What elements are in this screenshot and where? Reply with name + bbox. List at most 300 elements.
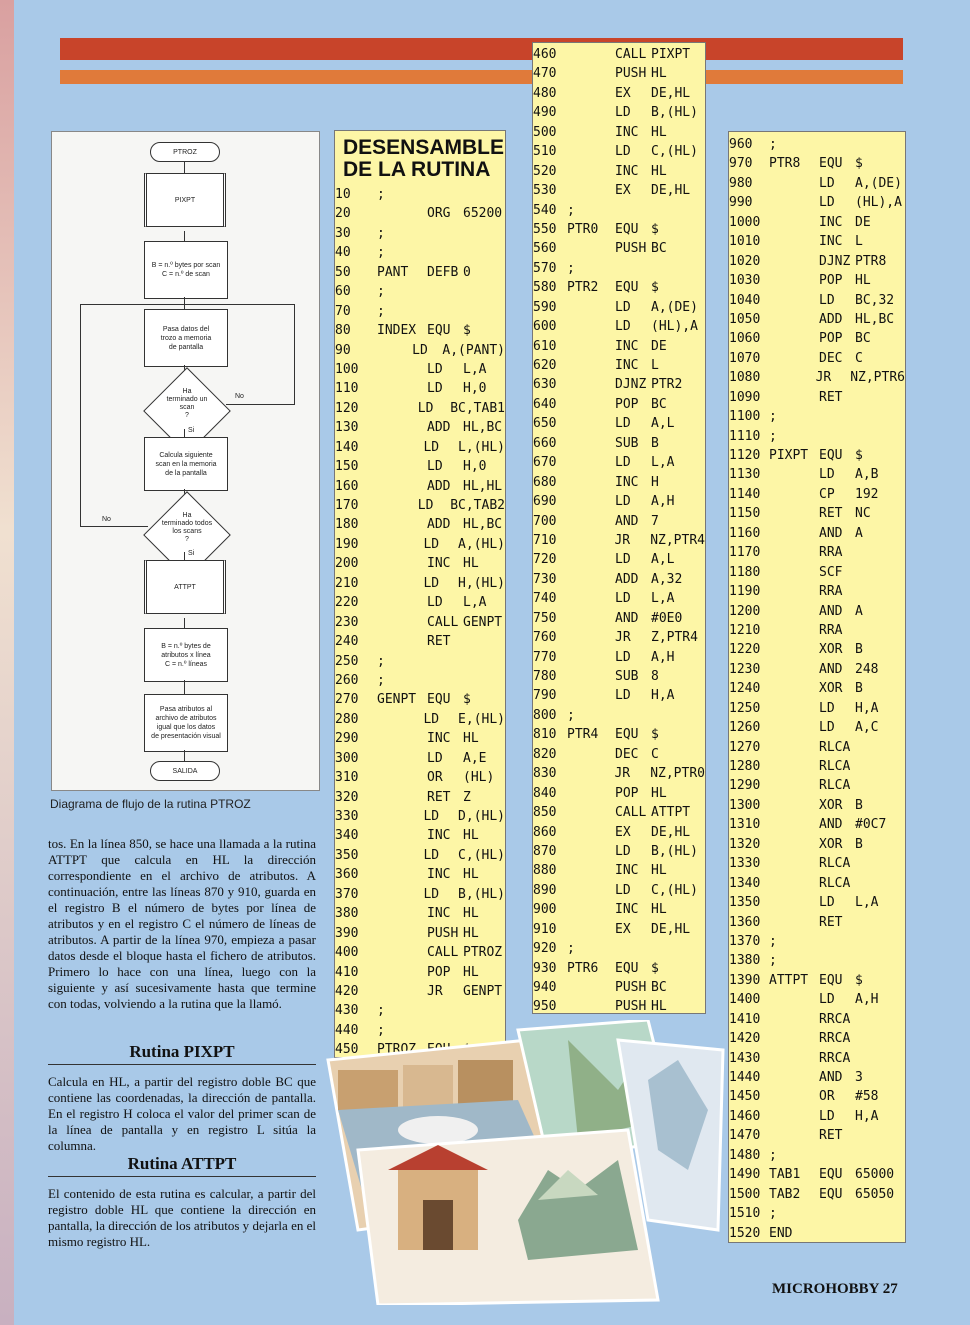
code-line <box>335 515 505 534</box>
code-n: 710 <box>533 532 557 548</box>
code-lab: ; <box>377 303 385 319</box>
code-op <box>427 671 463 690</box>
code-op: RET <box>819 1128 843 1144</box>
code-arg: Z <box>463 789 471 805</box>
code-line <box>335 729 505 748</box>
code-op: LD <box>615 591 631 607</box>
code-lab <box>567 434 615 453</box>
code-lab <box>567 803 615 822</box>
code-n: 70 <box>335 303 351 319</box>
code-op: DJNZ <box>819 253 851 269</box>
code-n: 1200 <box>729 603 761 619</box>
code-lab: ; <box>567 202 575 218</box>
code-lab <box>567 142 615 161</box>
code-lab <box>769 1029 819 1048</box>
code-arg: B <box>855 642 863 658</box>
code-line <box>533 414 705 433</box>
code-lab <box>769 640 819 659</box>
code-line <box>729 135 905 154</box>
code-lab: ; <box>769 137 777 152</box>
code-op: INC <box>427 828 451 844</box>
code-op: INC <box>427 906 451 922</box>
code-lab <box>567 181 615 200</box>
code-lab <box>377 204 427 223</box>
code-lab <box>567 45 615 64</box>
code-n: 460 <box>533 47 557 62</box>
code-n: 950 <box>533 999 557 1015</box>
code-lab <box>769 660 819 679</box>
code-lab <box>567 842 615 861</box>
code-line <box>729 1068 905 1087</box>
code-title: DESENSAMBLE DE LA RUTINA <box>343 136 505 181</box>
code-op: DEC <box>615 746 639 762</box>
code-op: EQU <box>819 156 843 172</box>
code-lab <box>767 368 815 387</box>
code-lab <box>769 193 819 212</box>
code-arg: A,C <box>855 720 879 736</box>
code-lab <box>377 613 427 632</box>
code-lab <box>567 648 615 667</box>
code-op <box>615 201 651 220</box>
code-line <box>533 162 705 181</box>
code-lab <box>769 679 819 698</box>
code-line <box>335 379 505 398</box>
code-lab <box>377 515 427 534</box>
code-op: PUSH <box>427 925 459 941</box>
code-n: 1330 <box>729 856 761 872</box>
code-lab <box>377 865 427 884</box>
code-line <box>335 224 505 243</box>
code-lab <box>769 874 819 893</box>
code-n: 1040 <box>729 292 761 308</box>
code-op: PUSH <box>615 241 647 257</box>
code-n: 1060 <box>729 331 761 347</box>
code-n: 640 <box>533 396 557 412</box>
code-op: LD <box>427 459 443 475</box>
code-line <box>533 181 705 200</box>
code-n: 900 <box>533 902 557 918</box>
code-n: 1190 <box>729 584 761 600</box>
code-n: 430 <box>335 1003 359 1019</box>
code-line <box>729 543 905 562</box>
code-arg: A <box>855 525 863 541</box>
code-lab <box>769 796 819 815</box>
code-line <box>335 943 505 962</box>
code-op: OR <box>819 1089 835 1105</box>
code-op: RLCA <box>819 739 851 755</box>
flow-si-2: Si <box>188 550 195 557</box>
code-lab <box>377 632 427 651</box>
code-op: INC <box>615 338 639 354</box>
code-line <box>335 438 505 457</box>
code-op: EX <box>615 921 631 937</box>
code-line <box>335 360 505 379</box>
code-op: LD <box>819 720 835 736</box>
code-lab <box>567 298 615 317</box>
code-arg: L,A <box>855 895 879 911</box>
paragraph-pixpt: Calcula en HL, a partir del registro doble BC que contiene las coordenadas, la dirección de pantalla. En el registro H coloca el valor del primer scan de la línea de pantalla y en registro L sitúa la columna. <box>48 1074 316 1153</box>
code-op <box>427 224 463 243</box>
heading-pixpt: Rutina PIXPT <box>48 1042 316 1065</box>
code-n: 30 <box>335 225 351 241</box>
code-line <box>335 749 505 768</box>
code-line <box>729 1029 905 1048</box>
code-lab <box>567 570 615 589</box>
code-lab <box>769 485 819 504</box>
code-line <box>729 602 905 621</box>
code-op: ADD <box>615 571 639 587</box>
code-n: 80 <box>335 323 351 339</box>
code-lab <box>567 473 615 492</box>
code-listing-2 <box>532 42 706 1014</box>
code-line <box>729 1185 905 1204</box>
code-line <box>533 784 705 803</box>
code-line <box>729 193 905 212</box>
code-arg: PTR2 <box>651 377 683 393</box>
code-line <box>335 341 505 360</box>
code-lab: ; <box>377 187 385 202</box>
code-lab: PTROZ <box>377 1042 417 1058</box>
code-arg: DE,HL <box>651 824 691 840</box>
code-op <box>427 652 463 671</box>
code-op: OR <box>427 770 443 786</box>
code-lab <box>377 477 427 496</box>
code-op: ADD <box>427 420 451 436</box>
code-line <box>335 321 505 340</box>
code-lab <box>769 1049 819 1068</box>
code-n: 90 <box>335 342 351 358</box>
code-op: RLCA <box>819 875 851 891</box>
code-arg: 3 <box>855 1070 863 1085</box>
code-arg: A,H <box>855 992 879 1008</box>
code-n: 1020 <box>729 253 761 269</box>
code-arg: H,A <box>855 700 879 716</box>
code-op: XOR <box>819 681 843 697</box>
code-line <box>533 628 705 647</box>
code-line <box>335 263 505 282</box>
code-arg: GENPT <box>463 614 503 630</box>
code-lab <box>567 84 615 103</box>
code-line <box>335 243 505 262</box>
code-line <box>533 492 705 511</box>
code-arg: $ <box>463 323 471 339</box>
code-op: RET <box>427 634 451 650</box>
code-lab <box>567 784 615 803</box>
code-lab <box>567 239 615 258</box>
code-op: CP <box>819 486 835 502</box>
code-n: 120 <box>335 400 359 416</box>
code-line <box>729 504 905 523</box>
code-lab <box>375 710 423 729</box>
code-lab <box>375 807 423 826</box>
code-n: 1490 <box>729 1167 761 1183</box>
code-op: LD <box>417 400 434 416</box>
code-arg: L <box>855 234 863 250</box>
code-n: 1310 <box>729 817 761 833</box>
code-lab <box>377 379 427 398</box>
code-n: 320 <box>335 789 359 805</box>
code-line <box>729 368 905 387</box>
code-op: RET <box>819 389 843 405</box>
code-lab: PIXPT <box>769 448 809 463</box>
code-op: EX <box>615 824 631 840</box>
code-arg: NZ,PTR4 <box>650 532 705 548</box>
code-n: 920 <box>533 941 557 957</box>
code-op: RET <box>819 914 843 930</box>
code-n: 1410 <box>729 1011 761 1027</box>
code-op: INC <box>427 731 451 747</box>
code-line <box>533 570 705 589</box>
code-arg: $ <box>855 448 863 463</box>
code-lab: ; <box>377 1003 385 1019</box>
code-op: EQU <box>819 448 843 463</box>
code-line <box>533 881 705 900</box>
code-lab <box>377 457 427 476</box>
code-op: JR <box>614 532 631 548</box>
code-n: 1280 <box>729 759 761 774</box>
code-op: AND <box>615 513 639 529</box>
code-lab <box>769 1107 819 1126</box>
code-arg: HL,BC <box>855 311 895 327</box>
code-line <box>335 593 505 612</box>
code-line <box>729 796 905 815</box>
code-op: RLCA <box>819 778 851 794</box>
code-op: INC <box>819 234 843 250</box>
code-lab <box>567 64 615 83</box>
code-line <box>729 679 905 698</box>
code-n: 1400 <box>729 992 761 1008</box>
code-op: RLCA <box>819 759 851 774</box>
code-op: EQU <box>615 221 639 237</box>
code-lab <box>567 881 615 900</box>
code-n: 340 <box>335 828 359 844</box>
code-line <box>729 427 905 446</box>
code-line <box>335 282 505 301</box>
code-n: 180 <box>335 517 359 533</box>
code-lab <box>373 399 418 418</box>
code-lab <box>567 900 615 919</box>
code-n: 190 <box>335 536 359 552</box>
flow-calcula: Calcula siguiente scan en la memoria de la pantalla <box>144 437 228 491</box>
code-lab <box>567 512 615 531</box>
code-lab <box>567 492 615 511</box>
code-line <box>533 45 705 64</box>
flow-start: PTROZ <box>150 142 220 162</box>
flowchart-caption: Diagrama de flujo de la rutina PTROZ <box>50 797 251 811</box>
code-op <box>427 243 463 262</box>
code-op: RRCA <box>819 1031 851 1047</box>
code-line <box>533 939 705 958</box>
code-n: 670 <box>533 455 557 471</box>
code-lab: PANT <box>377 264 409 280</box>
code-arg: H,0 <box>463 459 487 475</box>
code-arg: #58 <box>855 1089 879 1105</box>
code-n: 1520 <box>729 1225 761 1241</box>
flow-no-2: No <box>102 516 111 523</box>
code-n: 490 <box>533 105 557 121</box>
code-op: EQU <box>615 727 639 743</box>
code-arg: $ <box>855 156 863 172</box>
flow-set-b2: B = n.º bytes de atributos x línea C = n.º líneas <box>144 628 228 682</box>
code-line <box>335 690 505 709</box>
code-lab: ; <box>377 245 385 261</box>
code-op: LD <box>427 750 443 766</box>
code-op: CALL <box>615 47 647 62</box>
code-lab <box>567 667 615 686</box>
code-line <box>335 788 505 807</box>
code-arg: Z,PTR4 <box>651 630 698 646</box>
code-lab <box>769 699 819 718</box>
code-n: 260 <box>335 672 359 688</box>
code-n: 310 <box>335 770 359 786</box>
code-op: LD <box>423 886 440 902</box>
code-lab <box>377 963 427 982</box>
code-line <box>729 776 905 795</box>
code-n: 1240 <box>729 681 761 697</box>
code-line <box>533 706 705 725</box>
code-op: EQU <box>819 1186 843 1202</box>
code-arg: A,L <box>651 416 675 432</box>
code-n: 870 <box>533 843 557 859</box>
code-line <box>533 550 705 569</box>
code-op: LD <box>819 1108 835 1124</box>
code-line <box>533 317 705 336</box>
code-line <box>533 900 705 919</box>
code-lab: PTR6 <box>567 960 599 976</box>
code-n: 1120 <box>729 448 761 463</box>
code-n: 110 <box>335 381 359 397</box>
code-arg: B <box>855 797 863 813</box>
code-lab <box>377 418 427 437</box>
code-lab: ; <box>769 1147 777 1163</box>
code-line <box>533 239 705 258</box>
code-line <box>533 997 705 1016</box>
code-n: 730 <box>533 571 557 587</box>
code-line <box>335 846 505 865</box>
code-n: 510 <box>533 144 557 160</box>
code-op: INC <box>615 902 639 918</box>
code-lab <box>567 531 615 550</box>
code-op: ADD <box>819 311 843 327</box>
code-n: 50 <box>335 264 351 280</box>
code-line <box>335 924 505 943</box>
code-lab: ; <box>769 953 777 969</box>
code-line <box>729 699 905 718</box>
code-n: 360 <box>335 867 359 883</box>
code-arg: HL <box>651 163 667 179</box>
code-lab <box>769 271 819 290</box>
code-line <box>335 457 505 476</box>
code-arg: BC,TAB1 <box>450 400 505 416</box>
code-n: 130 <box>335 420 359 436</box>
code-line <box>335 613 505 632</box>
code-op: LD <box>423 439 440 455</box>
code-op: JR <box>815 370 832 386</box>
code-line <box>729 1010 905 1029</box>
code-arg: PTROZ <box>463 945 503 961</box>
code-arg: 192 <box>855 486 879 502</box>
code-lab <box>567 375 615 394</box>
code-lab <box>769 757 819 776</box>
code-line <box>533 201 705 220</box>
code-arg: DE,HL <box>651 921 691 937</box>
code-n: 630 <box>533 377 557 393</box>
code-op: EQU <box>427 323 451 339</box>
code-line <box>533 842 705 861</box>
code-arg: $ <box>651 960 659 976</box>
code-op <box>819 407 855 426</box>
code-op: ADD <box>427 517 451 533</box>
code-line <box>533 667 705 686</box>
code-n: 520 <box>533 163 557 179</box>
code-lab <box>567 103 615 122</box>
code-line <box>729 1107 905 1126</box>
code-n: 1510 <box>729 1206 761 1222</box>
code-op <box>819 1204 855 1223</box>
code-n: 530 <box>533 183 557 199</box>
code-n: 890 <box>533 882 557 898</box>
code-arg: HL <box>463 964 479 980</box>
code-n: 1420 <box>729 1031 761 1047</box>
code-lab <box>769 465 819 484</box>
code-op: LD <box>423 575 440 591</box>
code-lab <box>375 885 423 904</box>
code-arg: L,(HL) <box>458 439 506 455</box>
code-lab <box>769 718 819 737</box>
code-n: 440 <box>335 1022 359 1038</box>
code-n: 1390 <box>729 972 761 988</box>
code-lab <box>377 943 427 962</box>
header-bar-orange <box>60 70 903 84</box>
code-line <box>729 640 905 659</box>
code-op: SUB <box>615 435 639 451</box>
code-n: 1080 <box>729 370 761 386</box>
code-op: RRCA <box>819 1050 851 1066</box>
code-op: DJNZ <box>615 377 647 393</box>
code-op: EQU <box>819 1167 843 1183</box>
code-lab: TAB1 <box>769 1167 801 1183</box>
code-op: LD <box>423 536 440 552</box>
code-arg: D,(HL) <box>458 809 506 824</box>
code-n: 780 <box>533 669 557 684</box>
code-line <box>533 920 705 939</box>
code-n: 600 <box>533 319 557 335</box>
code-op: INC <box>615 863 639 879</box>
code-lab <box>377 360 427 379</box>
code-op <box>427 1001 463 1020</box>
code-arg: HL,HL <box>463 478 503 494</box>
code-arg: E,(HL) <box>458 711 506 727</box>
code-n: 1350 <box>729 895 761 911</box>
code-line <box>729 660 905 679</box>
code-lab: ATTPT <box>769 972 809 988</box>
code-line <box>335 554 505 573</box>
code-arg: L,A <box>463 595 487 611</box>
code-op: AND <box>819 603 843 619</box>
code-op: SUB <box>615 669 639 684</box>
code-line <box>533 278 705 297</box>
heading-attpt: Rutina ATTPT <box>48 1154 316 1177</box>
code-op <box>819 1224 855 1243</box>
code-line <box>335 807 505 826</box>
code-lab: PTR4 <box>567 727 599 743</box>
flow-si-1: Si <box>188 427 195 434</box>
code-op: XOR <box>819 642 843 658</box>
code-arg: ATTPT <box>651 805 691 821</box>
code-lab <box>377 768 427 787</box>
code-op: AND <box>819 817 843 833</box>
code-line <box>729 582 905 601</box>
